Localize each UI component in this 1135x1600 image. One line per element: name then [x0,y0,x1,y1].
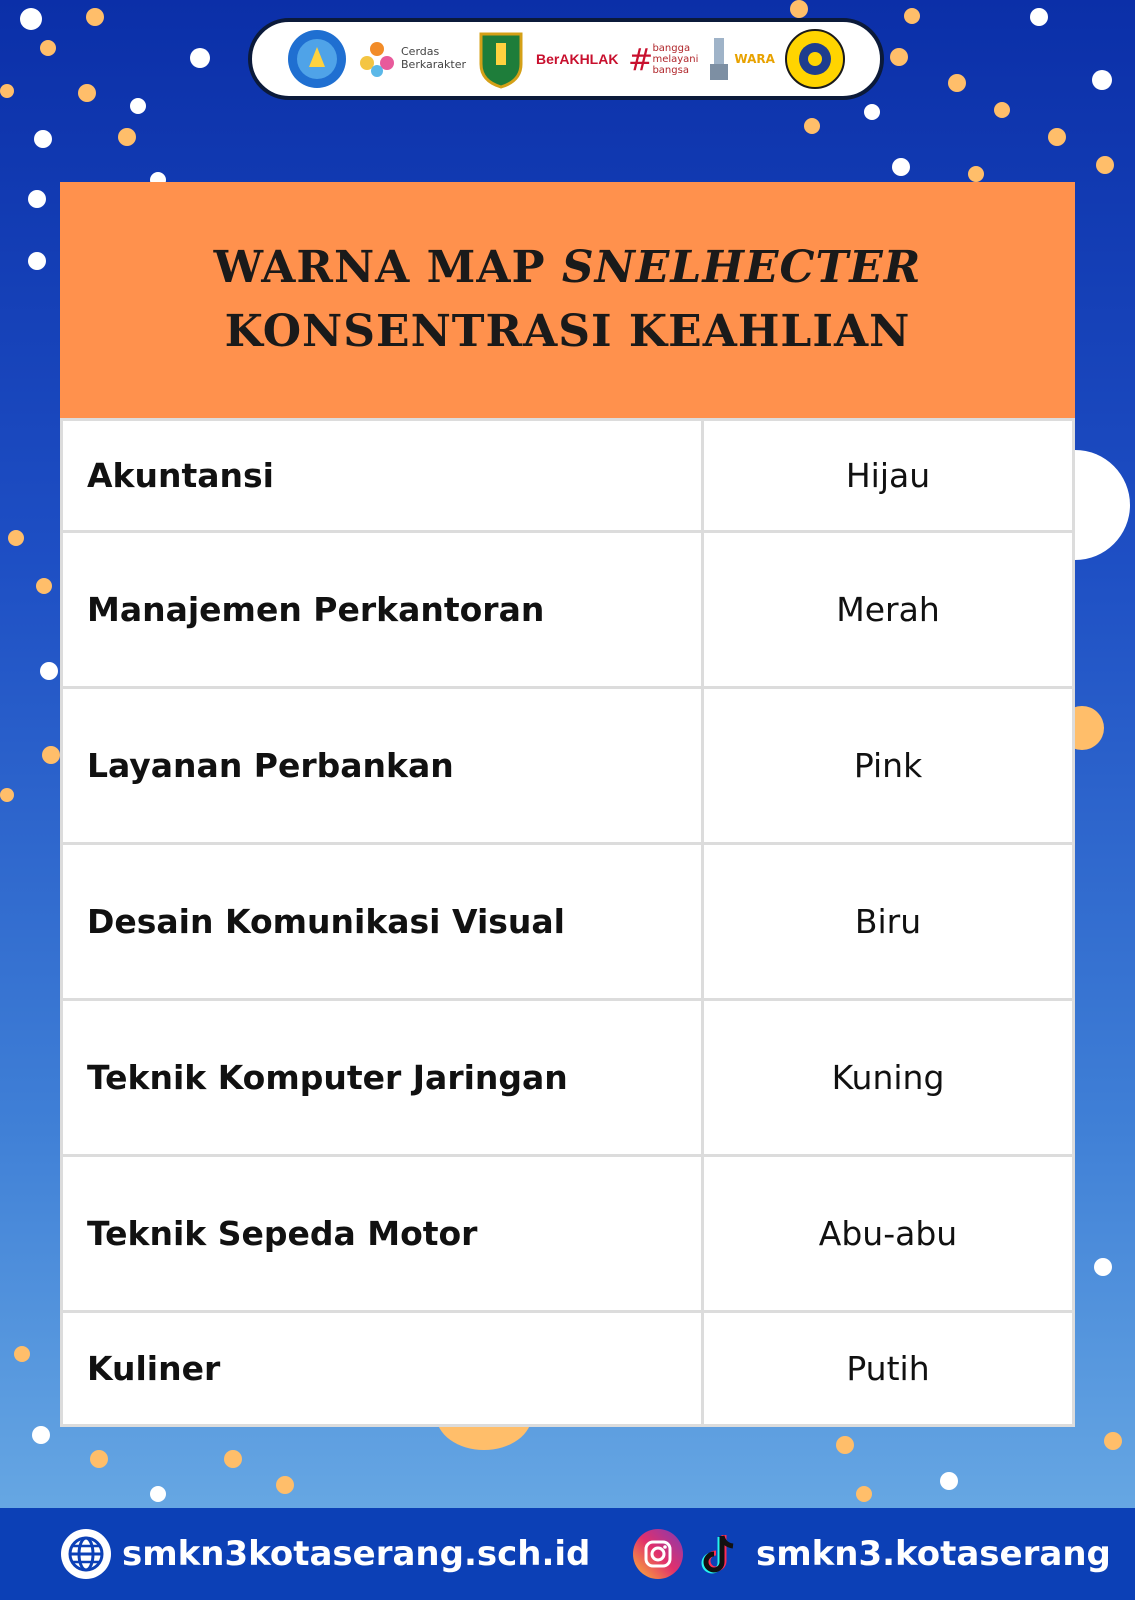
social-handle-text: smkn3.kotaserang [756,1534,1111,1574]
color-table [60,418,1075,1427]
table-row [62,844,1074,1000]
table-row [62,532,1074,688]
title-line-2: KONSENTRASI KEAHLIAN [224,306,911,357]
title-italic: SNELHECTER [561,242,922,294]
cerdas-line1: Cerdas [401,45,440,59]
row-name: Layanan Perbankan [62,688,703,844]
row-name: Desain Komunikasi Visual [62,844,703,1000]
wara-text: WARA [734,52,775,66]
row-color: Kuning [703,1000,1074,1156]
row-color: Abu-abu [703,1156,1074,1312]
website-link[interactable] [60,1528,590,1580]
bangga-line1: bangga [652,42,691,54]
row-name: Akuntansi [62,420,703,532]
row-color: Pink [703,688,1074,844]
color-table-card [60,182,1075,1430]
row-name: Teknik Sepeda Motor [62,1156,703,1312]
title-line-1 [214,236,922,300]
social-link[interactable] [632,1528,1111,1580]
smkn3-school-logo [785,29,845,89]
logo-bar [248,18,884,100]
tiktok-icon [694,1528,746,1580]
row-name: Kuliner [62,1312,703,1426]
berakhlak-logo [536,51,618,67]
row-name: Manajemen Perkantoran [62,532,703,688]
title-header [60,182,1075,418]
svg-text:#: # [628,43,654,78]
row-name: Teknik Komputer Jaringan [62,1000,703,1156]
table-row [62,1312,1074,1426]
row-color: Merah [703,532,1074,688]
cerdas-line2: Berkarakter [401,58,466,71]
row-color: Biru [703,844,1074,1000]
berakhlak-text: BerAKHLAK [536,51,619,67]
row-color: Hijau [703,420,1074,532]
title-plain: WARNA MAP [213,242,562,294]
footer-bar [0,1508,1135,1600]
globe-icon [60,1528,112,1580]
table-row [62,1000,1074,1156]
website-text: smkn3kotaserang.sch.id [122,1534,591,1574]
cerdas-berkarakter-logo [357,39,466,79]
bangga-line2: melayani [652,53,699,65]
row-color: Putih [703,1312,1074,1426]
banten-crest-logo [476,29,526,89]
bangga-line3: bangsa [652,64,689,76]
tut-wuri-logo [287,29,347,89]
table-row [62,688,1074,844]
table-row [62,1156,1074,1312]
instagram-icon [632,1528,684,1580]
bangga-melayani-bangsa-logo [628,42,698,76]
table-row [62,420,1074,532]
wara-logo [708,34,775,84]
